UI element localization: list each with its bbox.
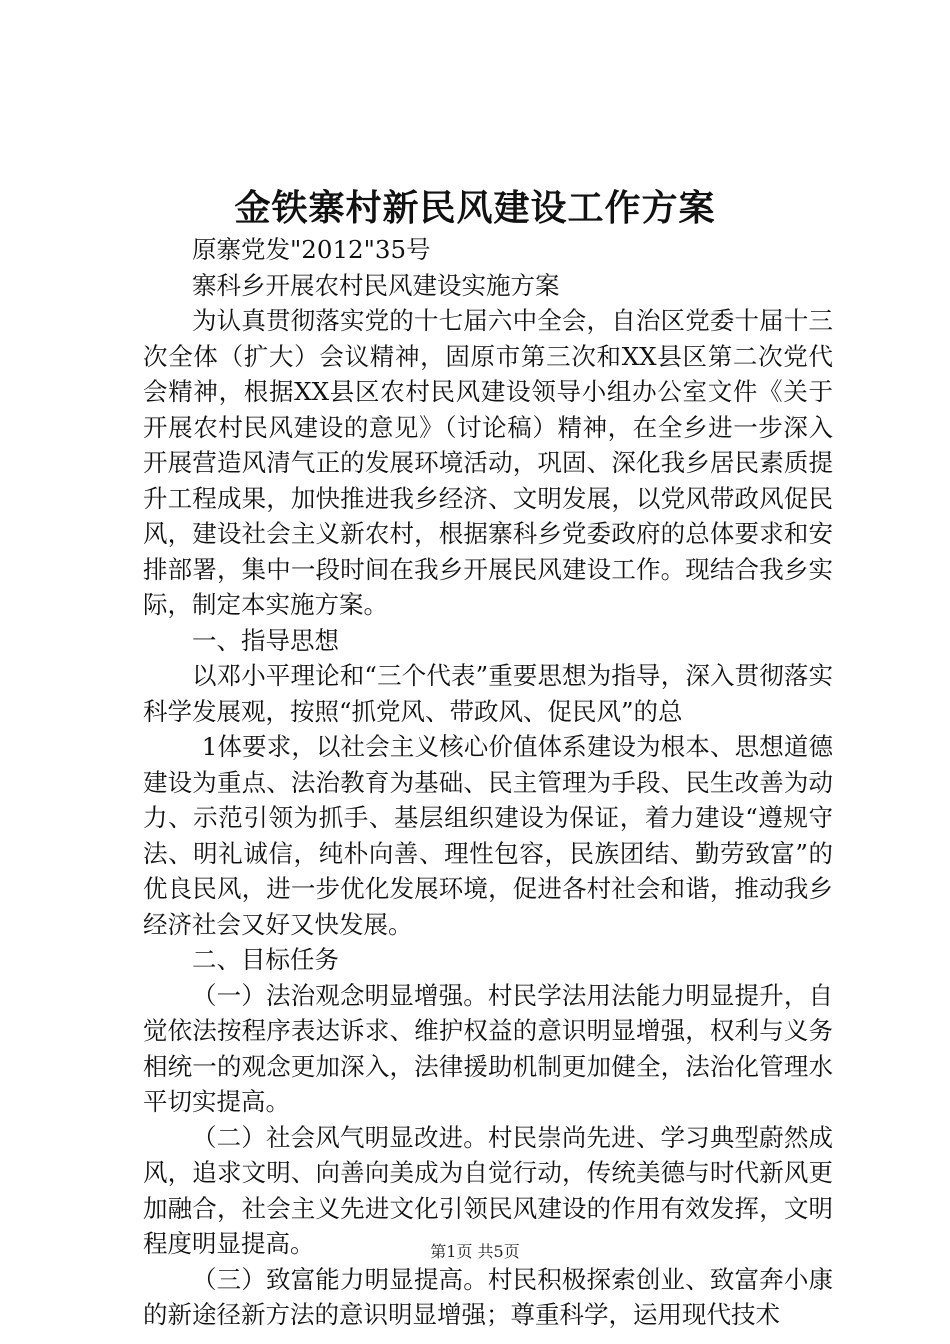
document-subtitle: 寨科乡开展农村民风建设实施方案: [192, 270, 560, 300]
document-title: 金铁寨村新民风建设工作方案: [234, 187, 716, 229]
page-footer: 第1页 共5页: [430, 1242, 520, 1261]
document-body: [143, 232, 833, 1333]
section-heading-goals: 二、目标任务: [192, 945, 339, 974]
paragraph-requirements: 1体要求，以社会主义核心价值体系建设为根本、思想道德建设为重点、法治教育为基础、民主管理为手段、民生改善为动力、示范引领为抓手、基层组织建设为保证，着力建设“遵规守法、明礼诚信，纯朴向善、理性包容，民族团结、勤劳致富”的优良民风，进一步优化发展环境，促进各村社会和谐，推动我乡经济社会又好又快发展。: [143, 732, 833, 939]
paragraph-guiding-thought: 以邓小平理论和“三个代表”重要思想为指导，深入贯彻落实科学发展观，按照“抓党风、带政风、促民风”的总: [143, 661, 833, 726]
paragraph-intro: 为认真贯彻落实党的十七届六中全会，自治区党委十届十三次全体（扩大）会议精神，固原市第三次和XX县区第二次党代会精神，根据XX县区农村民风建设领导小组办公室文件《关于开展农村民风建设的意见》（讨论稿）精神，在全乡进一步深入开展营造风清气正的发展环境活动，巩固、深化我乡居民素质提升工程成果，加快推进我乡经济、文明发展，以党风带政风促民风，建设社会主义新农村，根据寨科乡党委政府的总体要求和安排部署，集中一段时间在我乡开展民风建设工作。现结合我乡实际，制定本实施方案。: [143, 306, 833, 619]
paragraph-goal-3: （三）致富能力明显提高。村民积极探索创业、致富奔小康的新途径新方法的意识明显增强；尊重科学，运用现代技术: [143, 1264, 833, 1329]
document-number: 原寨党发"2012"35号: [192, 235, 431, 264]
paragraph-goal-1: （一）法治观念明显增强。村民学法用法能力明显提升，自觉依法按程序表达诉求、维护权益的意识明显增强，权利与义务相统一的观念更加深入，法律援助机制更加健全，法治化管理水平切实提高。: [143, 980, 833, 1116]
section-heading-guiding-thought: 一、指导思想: [192, 625, 339, 655]
paragraph-goal-2: （二）社会风气明显改进。村民崇尚先进、学习典型蔚然成风，追求文明、向善向美成为自觉行动，传统美德与时代新风更加融合，社会主义先进文化引领民风建设的作用有效发挥，文明程度明显提高。: [143, 1122, 833, 1258]
